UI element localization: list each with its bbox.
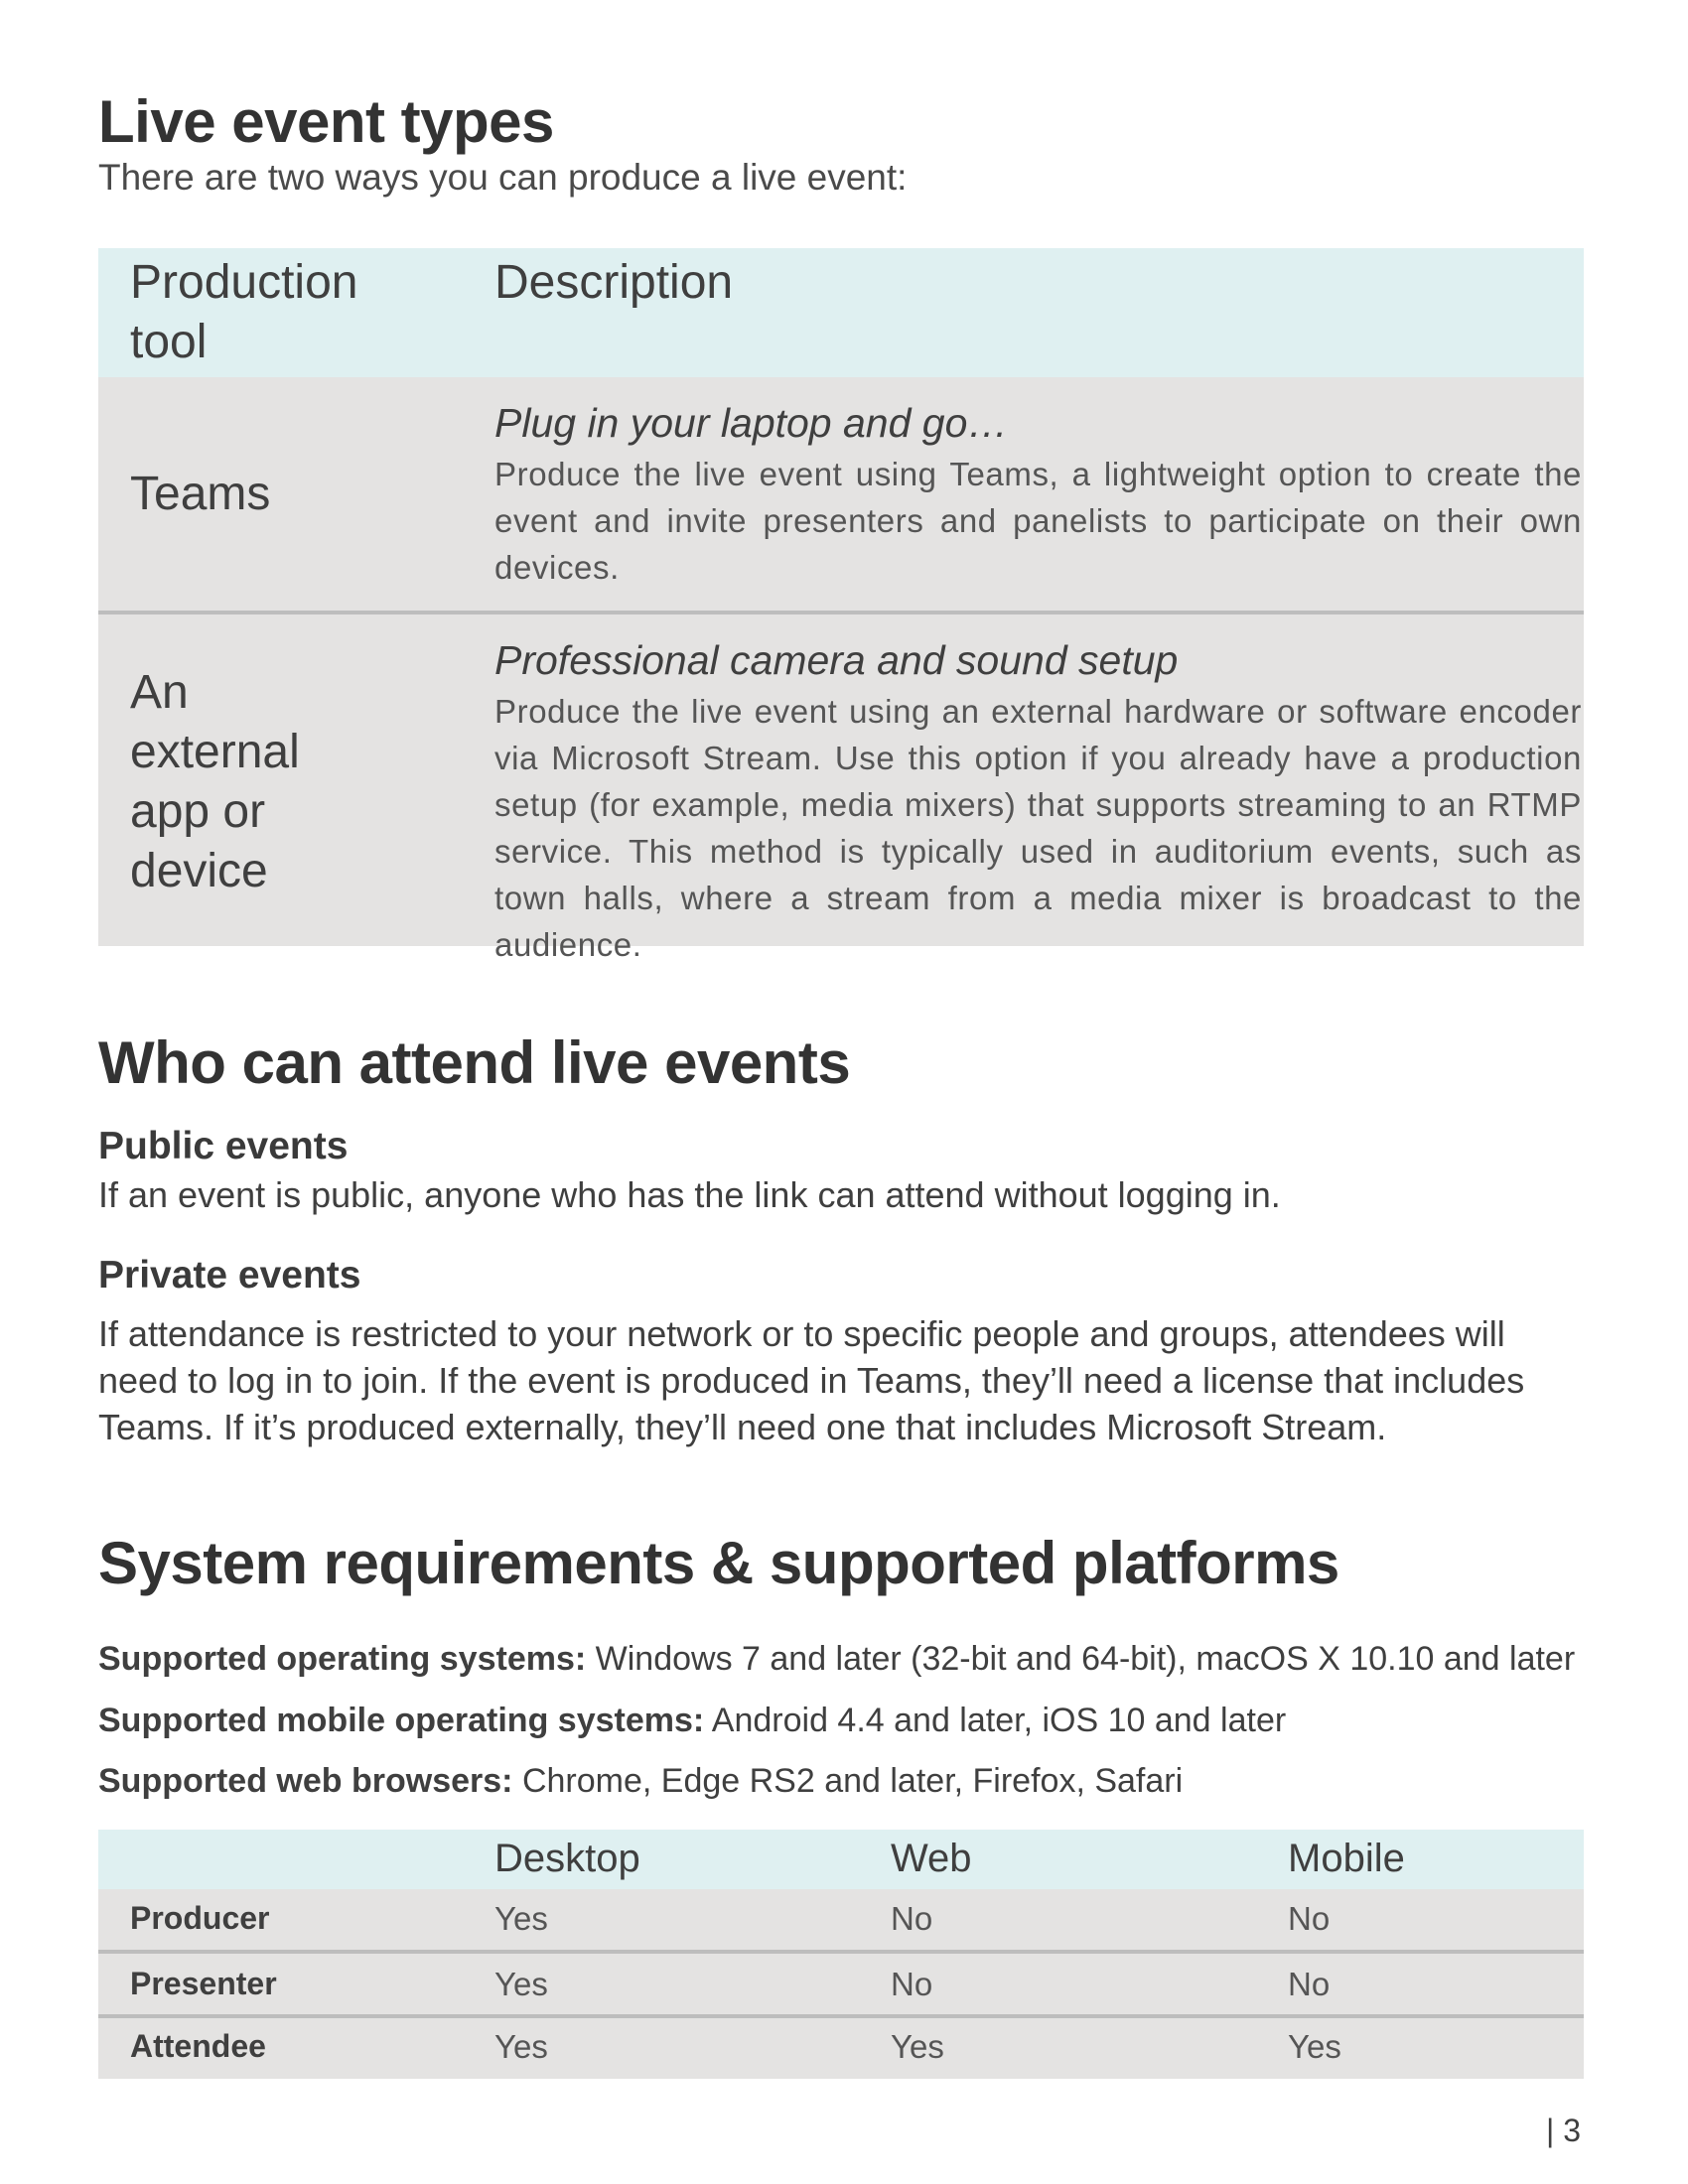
- row-label-external: An external app or device: [130, 666, 300, 897]
- cell-producer-desktop: Yes: [494, 1900, 548, 1937]
- column-header-mobile: Mobile: [1288, 1837, 1405, 1880]
- cell-presenter-web: No: [891, 1966, 933, 2002]
- requirement-operating-systems: [98, 1640, 1575, 1679]
- private-events-heading: Private events: [98, 1254, 361, 1297]
- page-number: | 3: [1546, 2113, 1581, 2148]
- row-label-producer: Producer: [130, 1900, 270, 1936]
- live-event-types-intro: There are two ways you can produce a live event:: [98, 157, 908, 198]
- cell-presenter-mobile: No: [1288, 1966, 1331, 2002]
- cell-producer-web: No: [891, 1900, 933, 1937]
- platform-table-row-producer: [98, 1889, 1584, 1950]
- column-header-production-tool: Production tool: [130, 256, 358, 368]
- requirement-label: Supported web browsers:: [98, 1762, 513, 1800]
- row-description-teams: Produce the live event using Teams, a lightweight option to create the event and invite presenters and panelists to participate on their own devices.: [494, 456, 1582, 586]
- private-events-text: If attendance is restricted to your network or to specific people and groups, attendees will need to log in to join. If the event is produced in Teams, they’ll need a license that includes Teams. If it’s produced externally, they’ll need one that includes Microsoft Stream.: [98, 1313, 1525, 1447]
- cell-presenter-desktop: Yes: [494, 1966, 548, 2002]
- requirement-value: Windows 7 and later (32-bit and 64-bit), macOS X 10.10 and later: [586, 1640, 1576, 1678]
- cell-attendee-web: Yes: [891, 2028, 944, 2065]
- row-label-presenter: Presenter: [130, 1966, 277, 2001]
- public-events-heading: Public events: [98, 1125, 349, 1167]
- requirement-mobile-operating-systems: [98, 1702, 1286, 1740]
- platform-table-row-attendee: [98, 2018, 1584, 2079]
- column-header-description: Description: [494, 256, 734, 309]
- column-header-desktop: Desktop: [494, 1837, 640, 1880]
- requirement-label: Supported operating systems:: [98, 1640, 587, 1678]
- system-requirements-heading: System requirements & supported platforms: [98, 1530, 1339, 1596]
- column-header-web: Web: [891, 1837, 972, 1880]
- cell-attendee-mobile: Yes: [1288, 2028, 1341, 2065]
- row-description-external: Produce the live event using an external hardware or software encoder via Microsoft Stream. Use this option if you already have a production setup (for example, media mixers) that supports streaming to an RTMP service. This method is typically used in auditorium events, such as town halls, where a stream from a media mixer is broadcast to the audience.: [494, 693, 1582, 963]
- who-can-attend-heading: Who can attend live events: [98, 1029, 851, 1096]
- cell-producer-mobile: No: [1288, 1900, 1331, 1937]
- requirement-label: Supported mobile operating systems:: [98, 1702, 705, 1739]
- live-event-types-heading: Live event types: [98, 88, 554, 155]
- requirement-value: Android 4.4 and later, iOS 10 and later: [704, 1702, 1287, 1739]
- requirement-value: Chrome, Edge RS2 and later, Firefox, Safari: [512, 1762, 1184, 1800]
- row-subtitle-external: Professional camera and sound setup: [494, 637, 1179, 683]
- row-label-attendee: Attendee: [130, 2028, 266, 2064]
- row-label-teams: Teams: [130, 468, 271, 520]
- row-subtitle-teams: Plug in your laptop and go…: [494, 400, 1009, 446]
- requirement-web-browsers: [98, 1762, 1183, 1801]
- platform-table-row-presenter: [98, 1954, 1584, 2014]
- public-events-text: If an event is public, anyone who has the link can attend without logging in.: [98, 1174, 1281, 1215]
- cell-attendee-desktop: Yes: [494, 2028, 548, 2065]
